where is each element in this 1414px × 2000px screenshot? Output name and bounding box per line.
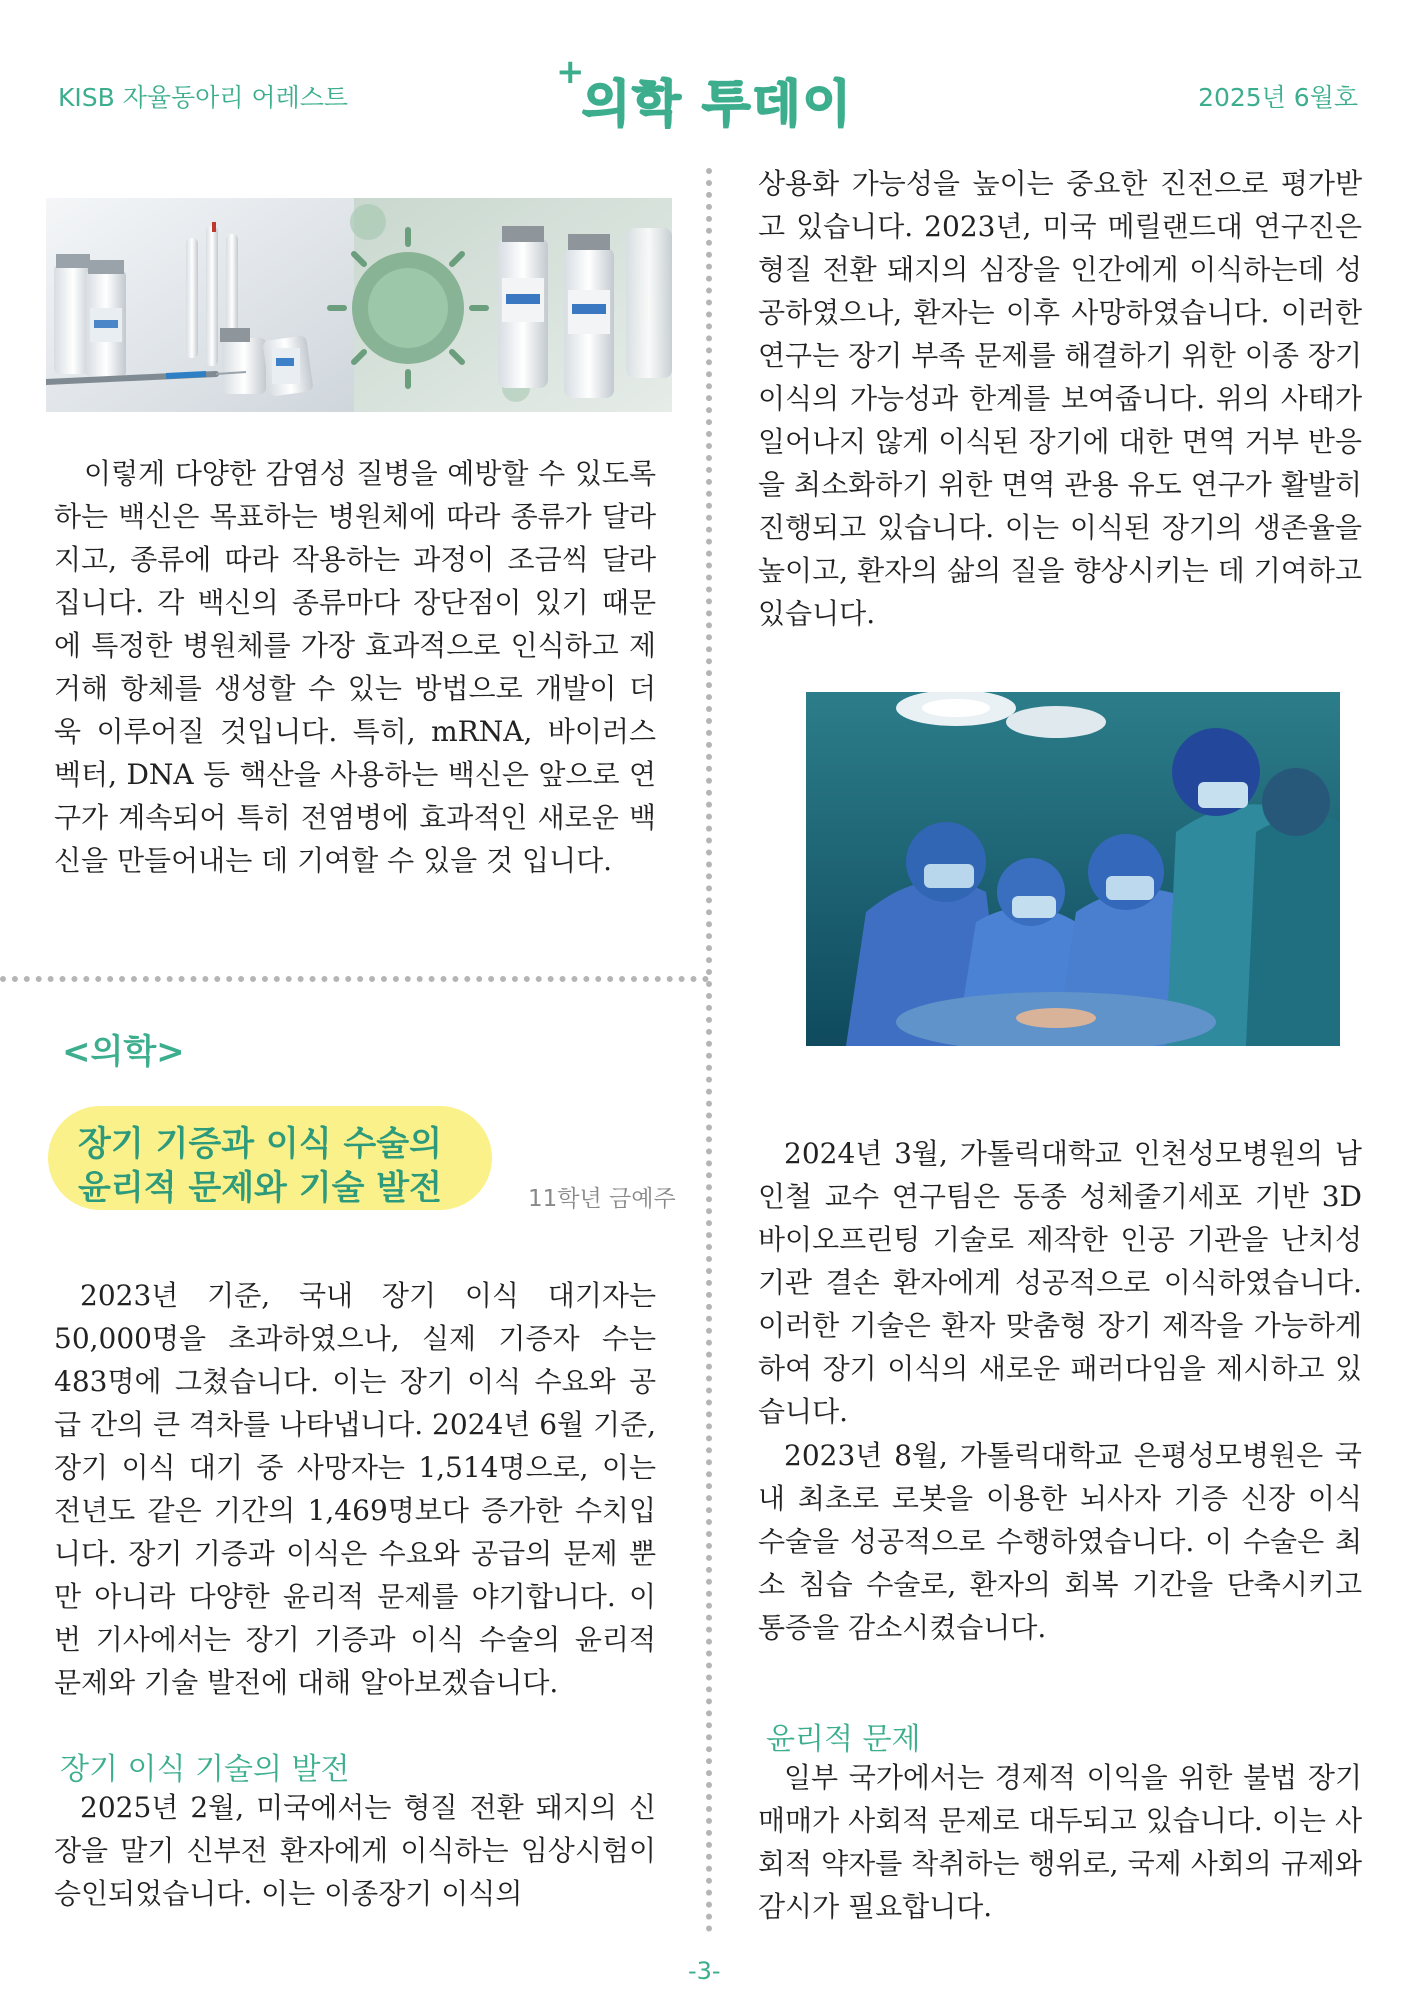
article-title-line-2: 윤리적 문제와 기술 발전 (78, 1168, 442, 1208)
section-divider (0, 976, 709, 982)
continued-paragraph: 상용화 가능성을 높이는 중요한 진전으로 평가받고 있습니다. 2023년, 미국 메릴랜드대 연구진은 형질 전환 돼지의 심장을 인간에게 이식하는데 성공하였으나, 환자는 이후 사망하였습니다. 이러한 연구는 장기 부족 문제를 해결하기 위한 이종 장기 이식의 가능성과 한계를 보여줍니다. 위의 사태가 일어나지 않게 이식된 장기에 대한 면역 거부 반응을 최소화하기 위한 면역 관용 유도 연구가 활발히 진행되고 있습니다. 이는 이식된 장기의 생존율을 높이고, 환자의 삶의 질을 향상시키는 데 기여하고 있습니다. (758, 167, 1362, 630)
subhead-technology: 장기 이식 기술의 발전 (60, 1752, 350, 1787)
vaccine-paragraph: 이렇게 다양한 감염성 질병을 예방할 수 있도록 하는 백신은 목표하는 병원체에 따라 종류가 달라지고, 종류에 따라 작용하는 과정이 조금씩 달라집니다. 각 백신의 종류마다 장단점이 있기 때문에 특정한 병원체를 가장 효과적으로 인식하고 제거해 항체를 생성할 수 있는 방법으로 개발이 더욱 이루어질 것입니다. 특히, mRNA, 바이러스 벡터, DNA 등 핵산을 사용하는 백신은 앞으로 연구가 계속되어 특히 전염병에 효과적인 새로운 백신을 만들어내는 데 기여할 수 있을 것 입니다. (54, 457, 656, 877)
article-title (48, 1106, 492, 1210)
magazine-title: 의학 투데이 (582, 75, 853, 133)
magazine-logo (556, 52, 856, 132)
article-title-line-1: 장기 기증과 이식 수술의 (78, 1124, 442, 1164)
club-name: KISB 자율동아리 어레스트 (58, 83, 349, 112)
subhead-ethics: 윤리적 문제 (766, 1722, 921, 1757)
surgery-photo (806, 692, 1340, 1046)
intro-paragraph: 2023년 기준, 국내 장기 이식 대기자는 50,000명을 초과하였으나, 실제 기증자 수는 483명에 그쳤습니다. 이는 장기 이식 수요와 공급 간의 큰 격차를 나타냅니다. 2024년 6월 기준, 장기 이식 대기 중 사망자는 1,514명으로, 이는 전년도 같은 기간의 1,469명보다 증가한 수치입니다. 장기 기증과 이식은 수요와 공급의 문제 뿐만 아니라 다양한 윤리적 문제를 야기합니다. 이번 기사에서는 장기 기증과 이식 수술의 윤리적 문제와 기술 발전에 대해 알아보겠습니다. (54, 1279, 656, 1699)
section-tag: <의학> (62, 1032, 185, 1072)
ethics-paragraph: 일부 국가에서는 경제적 이익을 위한 불법 장기 매매가 사회적 문제로 대두되고 있습니다. 이는 사회적 약자를 착취하는 행위로, 국제 사회의 규제와 감시가 필요합니다. (758, 1761, 1362, 1923)
bioprinting-paragraph: 2024년 3월, 가톨릭대학교 인천성모병원의 남인철 교수 연구팀은 동종 성체줄기세포 기반 3D 바이오프린팅 기술로 제작한 인공 기관을 난치성 기관 결손 환자에게 성공적으로 이식하였습니다. 이러한 기술은 환자 맞춤형 장기 제작을 가능하게 하여 장기 이식의 새로운 패러다임을 제시하고 있습니다. (758, 1137, 1362, 1428)
robot-surgery-paragraph: 2023년 8월, 가톨릭대학교 은평성모병원은 국내 최초로 로봇을 이용한 뇌사자 기증 신장 이식 수술을 성공적으로 수행하였습니다. 이 수술은 최소 침습 수술로, 환자의 회복 기간을 단축시키고 통증을 감소시켰습니다. (758, 1439, 1362, 1644)
plus-icon: + (556, 52, 585, 92)
column-divider (706, 168, 712, 1933)
article-author: 11학년 금예주 (528, 1186, 676, 1212)
vaccine-photo (46, 198, 672, 412)
technology-paragraph: 2025년 2월, 미국에서는 형질 전환 돼지의 신장을 말기 신부전 환자에게 이식하는 임상시험이 승인되었습니다. 이는 이종장기 이식의 (54, 1791, 656, 1910)
page-number: -3- (688, 1957, 721, 1985)
issue-date: 2025년 6월호 (1198, 83, 1358, 112)
